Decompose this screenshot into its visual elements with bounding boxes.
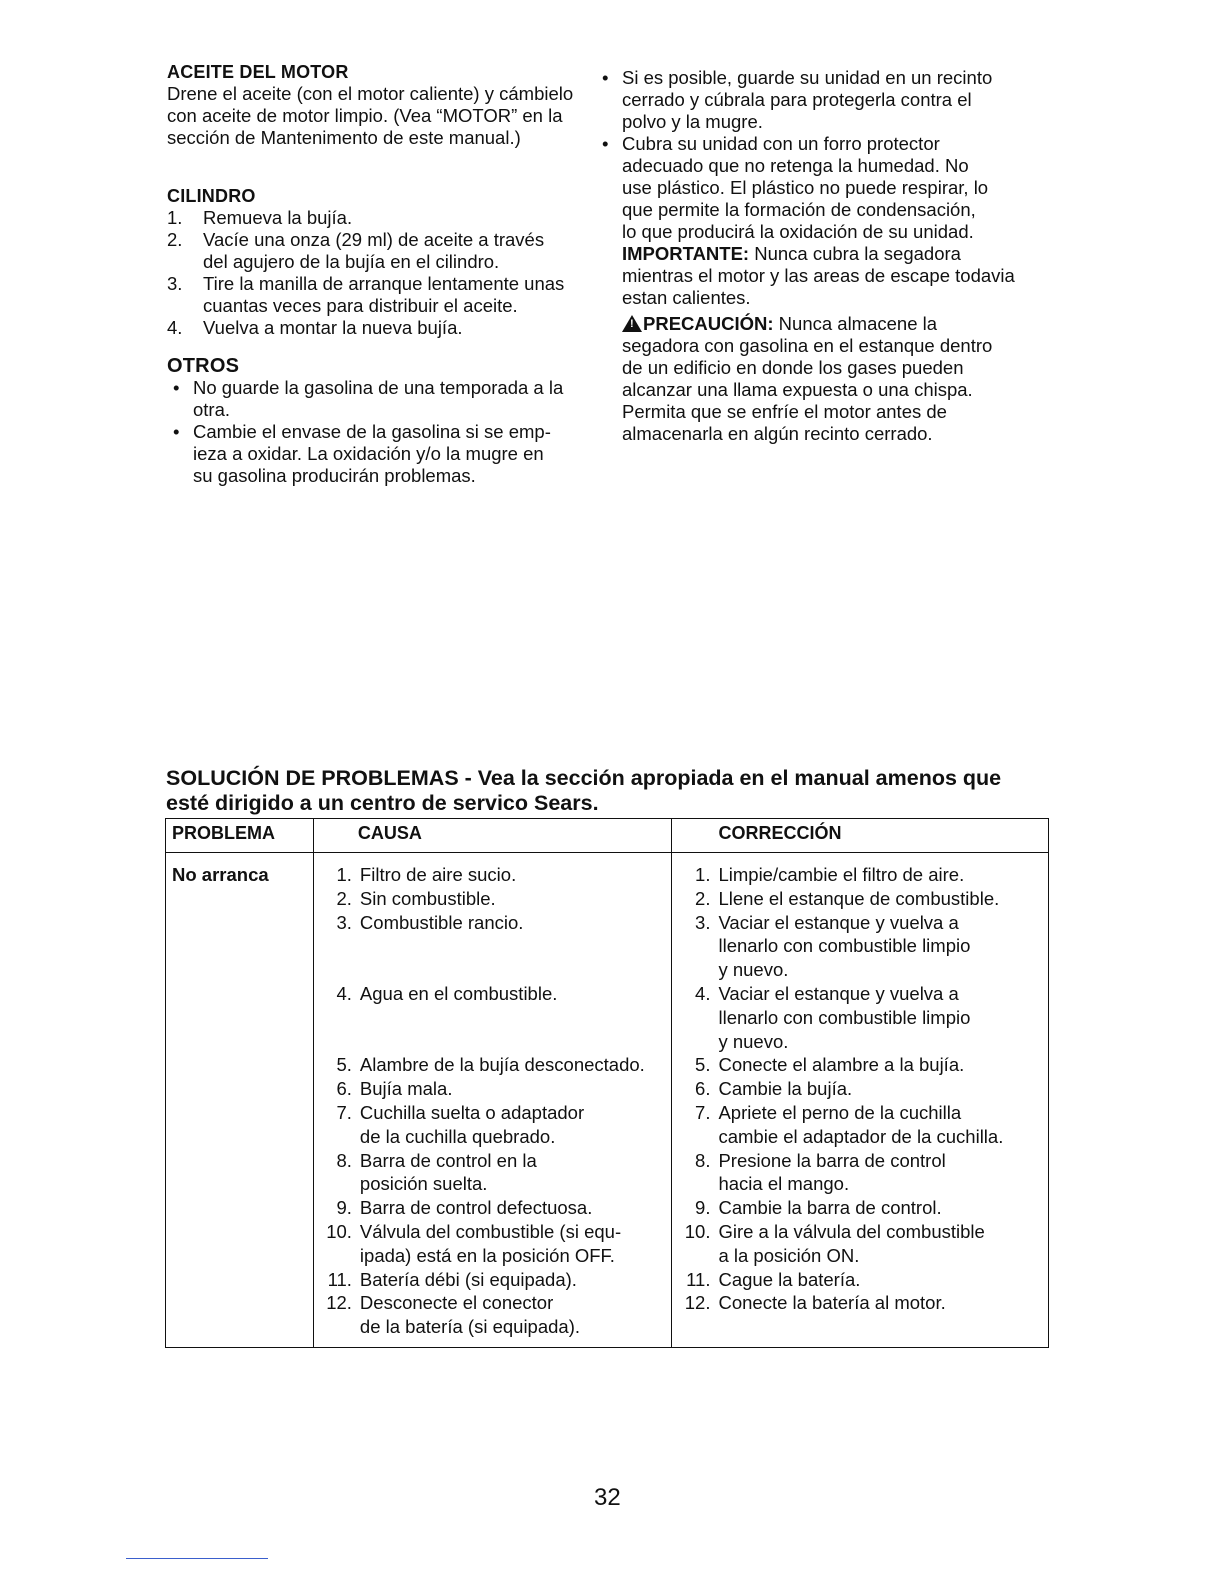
correccion-cell <box>672 853 1049 1348</box>
correccion-item <box>678 863 1042 887</box>
item-number: 2. <box>695 887 711 909</box>
item-line: Remueva la bujía. <box>203 207 353 228</box>
item-line: Limpie/cambie el filtro de aire. <box>718 864 965 885</box>
item-line: Llene el estanque de combustible. <box>718 887 1000 909</box>
item-line: Cambie la barra de control. <box>718 1197 942 1219</box>
note-line: estan calientes. <box>622 287 751 308</box>
item-line: No guarde la gasolina de una temporada a la <box>193 377 564 398</box>
correccion-item <box>678 1077 1042 1101</box>
aceite-line: con aceite de motor limpio. (Vea “MOTOR” en la <box>167 105 563 126</box>
item-line: cerrado y cúbrala para protegerla contra el <box>622 89 972 110</box>
correccion-item <box>678 1149 1042 1197</box>
item-line: Desconecte el conector <box>359 1292 554 1314</box>
item-line: Vuelva a montar la nueva bujía. <box>203 317 463 338</box>
correccion-item <box>678 1196 1042 1220</box>
causa-item <box>320 1220 666 1268</box>
correccion-item <box>678 1291 1042 1315</box>
note-line: de un edificio en donde los gases pueden <box>622 357 964 378</box>
item-line: Cambie el envase de la gasolina si se emp- <box>193 421 551 442</box>
troubleshooting-table <box>165 818 1049 1348</box>
item-number: 5. <box>336 1054 352 1076</box>
causa-item <box>320 1101 666 1149</box>
importante-label: IMPORTANTE: <box>622 243 750 264</box>
header-correccion: CORRECCIÓN <box>672 819 1049 853</box>
note-line: Nunca cubra la segadora <box>749 243 961 264</box>
causa-item <box>320 1077 666 1101</box>
correccion-item <box>678 1220 1042 1268</box>
item-line: Presione la barra de control <box>718 1149 946 1171</box>
item-line: que permite la formación de condensación, <box>622 199 976 220</box>
causa-item <box>320 1053 666 1077</box>
correccion-item <box>678 982 1042 1053</box>
item-line: Alambre de la bujía desconectado. <box>359 1054 645 1076</box>
precaucion-note <box>596 313 1066 445</box>
note-line: mientras el motor y las areas de escape todavia <box>622 265 1015 286</box>
item-number: 1. <box>695 864 711 885</box>
title-line: esté dirigido a un centro de servico Sears. <box>166 791 599 815</box>
item-line: Conecte el alambre a la bujía. <box>718 1054 965 1076</box>
cilindro-section <box>167 185 607 339</box>
item-line: Sin combustible. <box>359 887 496 909</box>
item-number: 4. <box>695 982 711 1004</box>
header-problema: PROBLEMA <box>166 819 314 853</box>
item-line: Barra de control defectuosa. <box>359 1197 593 1219</box>
item-line: Combustible rancio. <box>359 911 524 933</box>
item-line: lo que producirá la oxidación de su unidad. <box>622 221 974 242</box>
item-line: adecuado que no retenga la humedad. No <box>622 155 969 176</box>
title-line: SOLUCIÓN DE PROBLEMAS - Vea la sección apropiada en el manual amenos que <box>166 766 1002 790</box>
item-number: 4. <box>167 317 183 338</box>
storage-bullets <box>596 67 1066 243</box>
item-number: 9. <box>695 1197 711 1219</box>
item-number: 5. <box>695 1054 711 1076</box>
item-line: Conecte la batería al motor. <box>718 1292 946 1314</box>
item-number: 12. <box>326 1292 352 1314</box>
item-number: 11. <box>686 1268 711 1290</box>
aceite-section <box>167 61 607 149</box>
item-line: Gire a la válvula del combustible <box>718 1220 985 1242</box>
item-line: posición suelta. <box>359 1173 488 1195</box>
item-number: 9. <box>336 1197 352 1219</box>
item-line: Batería débi (si equipada). <box>359 1268 577 1290</box>
item-line: Filtro de aire sucio. <box>359 864 517 885</box>
item-line: y nuevo. <box>718 959 789 981</box>
item-line: ipada) está en la posición OFF. <box>359 1244 615 1266</box>
item-number: 8. <box>336 1149 352 1171</box>
item-line: Vacíe una onza (29 ml) de aceite a través <box>203 229 545 250</box>
item-line: llenarlo con combustible limpio <box>718 935 971 957</box>
item-line: otra. <box>193 399 231 420</box>
item-line: Vaciar el estanque y vuelva a <box>718 911 959 933</box>
problem-cell <box>166 853 314 1348</box>
otros-section <box>167 353 607 487</box>
table-row <box>166 853 1049 1348</box>
problem-label: No arranca <box>172 864 269 885</box>
item-line: Cuchilla suelta o adaptador <box>359 1101 585 1123</box>
item-line: Si es posible, guarde su unidad en un recinto <box>622 67 993 88</box>
item-line: del agujero de la bujía en el cilindro. <box>203 251 500 272</box>
page-number: 32 <box>594 1484 621 1511</box>
note-line: Nunca almacene la <box>773 313 938 334</box>
aceite-heading: ACEITE DEL MOTOR <box>167 62 349 82</box>
list-item <box>167 377 607 421</box>
item-number: 3. <box>336 911 352 933</box>
item-number: 1. <box>336 864 352 885</box>
causa-item <box>320 1149 666 1197</box>
item-line: Cambie la bujía. <box>718 1078 853 1100</box>
item-line: y nuevo. <box>718 1030 789 1052</box>
causa-item <box>320 911 666 982</box>
aceite-line: sección de Mantenimento de este manual.) <box>167 127 521 148</box>
item-line: llenarlo con combustible limpio <box>718 1006 971 1028</box>
item-line: Tire la manilla de arranque lentamente unas <box>203 273 565 294</box>
item-line: hacia el mango. <box>718 1173 850 1195</box>
causa-item <box>320 1291 666 1339</box>
aceite-line: Drene el aceite (con el motor caliente) y cámbielo <box>167 83 574 104</box>
table-header-row <box>166 819 1049 853</box>
correccion-item <box>678 1268 1042 1292</box>
warning-triangle-icon <box>622 315 642 332</box>
item-number: 10. <box>326 1220 352 1242</box>
note-line: Permita que se enfríe el motor antes de <box>622 401 947 422</box>
item-number: 7. <box>336 1101 352 1123</box>
item-line: Agua en el combustible. <box>359 982 558 1004</box>
item-number: 1. <box>167 207 183 228</box>
item-number: 3. <box>695 911 711 933</box>
item-line: Cague la batería. <box>718 1268 861 1290</box>
otros-list <box>167 377 607 487</box>
causa-item <box>320 1196 666 1220</box>
list-item <box>596 133 1066 243</box>
item-number: 4. <box>336 982 352 1004</box>
causa-item <box>320 1268 666 1292</box>
list-item <box>167 229 607 273</box>
importante-note <box>596 243 1066 309</box>
item-number: 8. <box>695 1149 711 1171</box>
cilindro-heading: CILINDRO <box>167 186 256 206</box>
item-line: ieza a oxidar. La oxidación y/o la mugre en <box>193 443 544 464</box>
item-number: 12. <box>684 1292 711 1314</box>
list-item <box>167 421 607 487</box>
item-line: su gasolina producirán problemas. <box>193 465 476 486</box>
note-line: segadora con gasolina en el estanque dentro <box>622 335 993 356</box>
item-line: Vaciar el estanque y vuelva a <box>718 982 959 1004</box>
aceite-text <box>167 83 607 149</box>
item-line: use plástico. El plástico no puede respirar, lo <box>622 177 989 198</box>
item-line: cuantas veces para distribuir el aceite. <box>203 295 518 316</box>
list-item <box>167 207 607 229</box>
item-line: Válvula del combustible (si equ- <box>359 1220 622 1242</box>
item-line: cambie el adaptador de la cuchilla. <box>718 1125 1004 1147</box>
causa-item <box>320 982 666 1053</box>
precaucion-label: PRECAUCIÓN: <box>643 313 774 334</box>
item-line: Barra de control en la <box>359 1149 537 1171</box>
causa-item <box>320 863 666 887</box>
causa-cell <box>313 853 672 1348</box>
correccion-item <box>678 1101 1042 1149</box>
item-number: 2. <box>167 229 183 250</box>
item-number: 11. <box>327 1268 352 1290</box>
correccion-item <box>678 911 1042 982</box>
item-line: polvo y la mugre. <box>622 111 763 132</box>
item-line: a la posición ON. <box>718 1244 860 1266</box>
left-column <box>167 61 607 487</box>
item-line: de la cuchilla quebrado. <box>359 1125 556 1147</box>
divider <box>126 1558 268 1559</box>
list-item <box>167 317 607 339</box>
cilindro-steps <box>167 207 607 339</box>
item-line: Bujía mala. <box>359 1078 453 1100</box>
otros-heading: OTROS <box>167 355 240 377</box>
item-line: Apriete el perno de la cuchilla <box>718 1101 962 1123</box>
item-number: 7. <box>695 1101 711 1123</box>
item-number: 3. <box>167 273 183 294</box>
item-line: Cubra su unidad con un forro protector <box>622 133 940 154</box>
header-causa: CAUSA <box>313 819 672 853</box>
list-item <box>167 273 607 317</box>
right-column <box>596 67 1066 445</box>
troubleshooting-title <box>166 766 1066 816</box>
correccion-item <box>678 887 1042 911</box>
note-line: almacenarla en algún recinto cerrado. <box>622 423 933 444</box>
causa-item <box>320 887 666 911</box>
list-item <box>596 67 1066 133</box>
item-number: 2. <box>336 887 352 909</box>
item-number: 6. <box>695 1078 711 1100</box>
note-line: alcanzar una llama expuesta o una chispa. <box>622 379 973 400</box>
item-line: de la batería (si equipada). <box>359 1316 581 1338</box>
item-number: 6. <box>336 1078 352 1100</box>
item-number: 10. <box>684 1220 711 1242</box>
correccion-item <box>678 1053 1042 1077</box>
